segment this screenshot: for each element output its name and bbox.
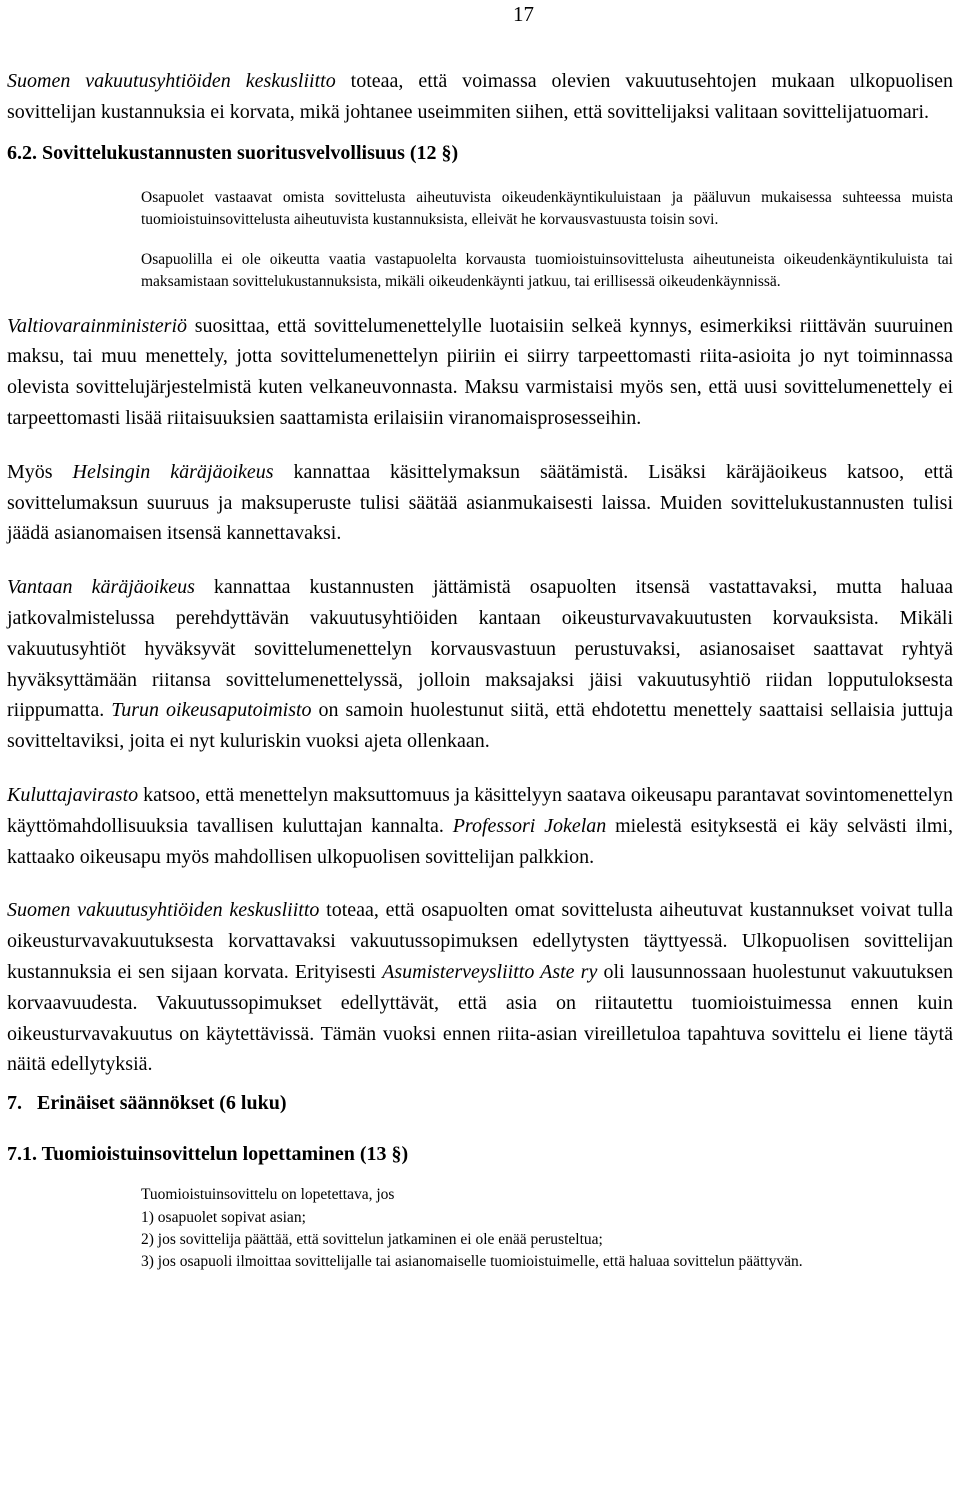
organization-name: Kuluttajavirasto <box>7 783 139 806</box>
paragraph-vantaa-court <box>7 572 953 757</box>
paragraph-finance-ministry <box>7 311 953 434</box>
organization-name: Valtiovarainministeriö <box>7 314 187 337</box>
paragraph-text: kannattaa kustannusten jättämistä osapuolten itsensä vastattavaksi, mutta haluaa jatkovalmistelussa perehdyttävän vakuutusyhtiöiden kantaan oikeusturvavakuutusten korvauksista. Mikäli vakuutusyhtiöt hyväksyvät sovittelumenettelyn korvausvastuun perustuvaksi, asianosaiset saattavat ryhtyä hyväksyttämään riitansa sovittelumenettelyssä, jolloin maksajaksi jäisi vakuutusyhtiö riidan lopputuloksesta riippumatta. <box>7 576 953 722</box>
statute-text-1: Osapuolet vastaavat omista sovittelusta aiheutuvista oikeudenkäyntikuluistaan ja pääluvun mukaisessa suhteessa muista tuomioistuinsovittelusta aiheutuvista kustannuksista, elleivät he korvausvastuusta toisin sovi. <box>141 188 953 228</box>
document-body <box>7 66 953 1274</box>
statute-list <box>141 1184 953 1274</box>
paragraph-text: katsoo, että menettelyn maksuttomuus ja käsittelyyn saatava oikeusapu parantavat sovintomenettelyn käyttömahdollisuuksia tavallisen kuluttajan kannalta. <box>7 783 953 837</box>
statute-list-intro: Tuomioistuinsovittelu on lopetettava, jos <box>141 1186 395 1204</box>
list-item: 2) jos sovittelija päättää, että sovittelun jatkaminen ei ole enää perusteltua; <box>141 1230 603 1248</box>
paragraph-text: mielestä esityksestä ei käy selvästi ilmi, kattaako oikeusapu myös mahdollisen ulkopuolisen sovittelijan palkkion. <box>7 814 953 868</box>
organization-name: Asumisterveysliitto Aste ry <box>382 960 598 983</box>
paragraph-consumer-agency <box>7 780 953 872</box>
organization-name: Turun oikeusaputoimisto <box>111 699 312 722</box>
paragraph-text: Myös <box>7 460 73 483</box>
paragraph-text: toteaa, että voimassa olevien vakuutusehtojen mukaan ulkopuolisen sovittelijan kustannuksia ei korvata, mikä johtanee useimmiten siihen, että sovittelijaksi valitaan sovittelijatuomari. <box>7 70 953 123</box>
list-item: 3) jos osapuoli ilmoittaa sovittelijalle tai asianomaiselle tuomioistuimelle, että haluaa sovittelun päättyvän. <box>141 1253 803 1271</box>
organization-name: Suomen vakuutusyhtiöiden keskusliitto <box>7 70 336 92</box>
list-item: 1) osapuolet sopivat asian; <box>141 1208 306 1226</box>
organization-name: Suomen vakuutusyhtiöiden keskusliitto <box>7 899 320 922</box>
paragraph-insurance-2 <box>7 895 953 1080</box>
organization-name: Helsingin käräjäoikeus <box>72 460 274 483</box>
paragraph-insurance-1 <box>7 66 953 128</box>
organization-name: Vantaan käräjäoikeus <box>7 576 195 599</box>
section-heading-6-2: 6.2. Sovittelukustannusten suoritusvelvollisuus (12 §) <box>7 141 459 164</box>
paragraph-text: on samoin huolestunut siitä, että ehdotettu menettely saattaisi sellaisia juttuja sovitteltaviksi, joita ei nyt kuluriskin vuoksi ajeta ollenkaan. <box>7 699 953 753</box>
page-number: 17 <box>513 2 534 26</box>
paragraph-text: kannattaa käsittelymaksun säätämistä. Lisäksi käräjäoikeus katsoo, että sovittelumaksun suuruus ja maksuperuste tulisi säätää asianmukaisesti laissa. Muiden sovittelukustannusten tulisi jäädä asianomaisen itsensä kannettavaksi. <box>7 460 953 545</box>
section-heading-7: 7. Erinäiset säännökset (6 luku) <box>7 1092 287 1115</box>
paragraph-text: suosittaa, että sovittelumenettelylle luotaisiin selkeä kynnys, esimerkiksi riittävän suuruinen maksu, tai muu menettely, jotta sovittelumenettelyn piiriin ei siirry tarpeettomasti riita-asioita jo nyt toiminnassa olevista sovittelujärjestelmistä kuten velkaneuvonnasta. Maksu varmistaisi myös sen, että uusi sovittelumenettely ei tarpeettomasti lisää riitaisuuksien saattamista erilaisiin viranomaisprosesseihin. <box>7 314 953 429</box>
paragraph-text: toteaa, että osapuolten omat sovittelusta aiheutuvat kustannukset voivat tulla oikeusturvavakuutuksesta korvattavaksi vakuutussopimuksen edellytysten täyttyessä. Ulkopuolisen sovittelijan kustannuksia ei sen sijaan korvata. Erityisesti <box>7 899 953 983</box>
statute-text-2: Osapuolilla ei ole oikeutta vaatia vastapuolelta korvausta tuomioistuinsovittelusta aiheutuneista oikeudenkäyntikuluista tai maksamistaan sovittelukustannuksista, mikäli oikeudenkäynti jatkuu, tai erillisessä oikeudenkäynnissä. <box>141 250 953 290</box>
section-heading-7-1: 7.1. Tuomioistuinsovittelun lopettaminen (13 §) <box>7 1143 409 1166</box>
paragraph-helsinki-court <box>7 457 953 549</box>
person-name: Professori Jokelan <box>452 814 607 837</box>
paragraph-text: oli lausunnossaan huolestunut vakuutuksen korvaavuudesta. Vakuutussopimukset edellyttävät, että asia on riitautettu tuomioistuimessa ennen kuin oikeusturvavakuutus on käytettävissä. Tämän vuoksi ennen riita-asian vireilletuloa tapahtuva sovittelu ei liene täytä näitä edellytyksiä. <box>7 960 953 1076</box>
